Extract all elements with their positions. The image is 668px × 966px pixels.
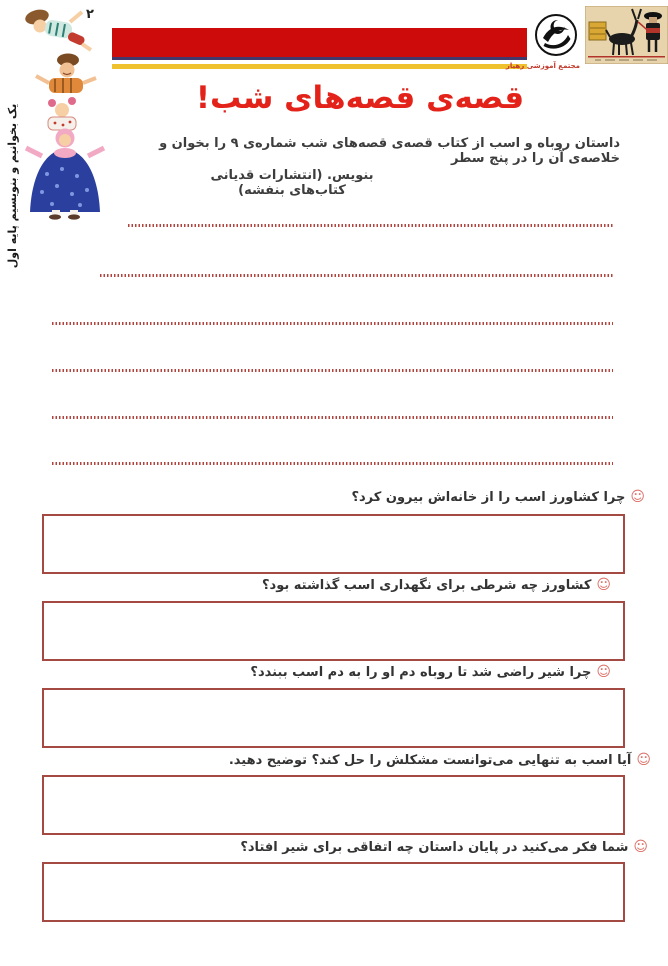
worksheet-title: قصه‌ی قصه‌های شب!	[195, 80, 525, 116]
smiley-icon: ☺	[596, 664, 611, 680]
question-5-label	[240, 837, 648, 858]
header-yellow-strip	[112, 64, 527, 69]
smiley-icon: ☺	[630, 489, 645, 505]
instructions-line-1: داستان روباه و اسب از کتاب قصه‌ی قصه‌های شب شماره‌ی ۹ را بخوان و خلاصه‌ی آن را در پنج سطر	[159, 136, 620, 166]
smiley-icon: ☺	[633, 839, 648, 855]
question-2-label	[262, 575, 611, 596]
writing-line[interactable]	[52, 462, 613, 465]
answer-box-3[interactable]	[42, 688, 625, 748]
school-logo	[505, 13, 580, 70]
answer-box-1[interactable]	[42, 514, 625, 574]
header-navy-strip	[112, 57, 527, 60]
school-logo-icon	[534, 13, 578, 57]
logo-caption: مجتمع آموزشی رهیار	[505, 62, 580, 70]
instructions-line-2: بنویس. (انتشارات قدیانی کتاب‌های بنفشه)	[210, 168, 374, 198]
question-1-text: چرا کشاورز اسب را از خانه‌اش بیرون کرد؟	[351, 490, 626, 505]
writing-line[interactable]	[100, 274, 613, 277]
question-4-text: آیا اسب به تنهایی می‌توانست مشکلش را حل کند؟ توضیح دهید.	[228, 753, 632, 768]
page-number: ۲	[86, 7, 94, 22]
side-vertical-title: یک بخوانیم و بنویسیم پایه اول	[6, 103, 19, 269]
question-4-label	[229, 750, 651, 771]
question-3-label	[250, 662, 611, 683]
smiley-icon: ☺	[596, 577, 611, 593]
question-1-label	[351, 487, 645, 508]
answer-box-2[interactable]	[42, 601, 625, 661]
header-red-bar	[112, 28, 527, 57]
writing-line[interactable]	[52, 369, 613, 372]
answer-box-4[interactable]	[42, 775, 625, 835]
answer-box-5[interactable]	[42, 862, 625, 922]
folk-art-illustration	[585, 6, 668, 64]
question-2-text: کشاورز چه شرطی برای نگهداری اسب گذاشته بود؟	[261, 578, 592, 593]
children-illustration	[12, 4, 118, 220]
question-3-text: چرا شیر راضی شد تا روباه دم او را به دم اسب ببندد؟	[250, 665, 592, 680]
writing-line[interactable]	[52, 416, 613, 419]
writing-line[interactable]	[128, 224, 613, 227]
writing-line[interactable]	[52, 322, 613, 325]
question-5-text: شما فکر می‌کنید در پایان داستان چه اتفاقی برای شیر افتاد؟	[240, 840, 629, 855]
smiley-icon: ☺	[636, 752, 651, 768]
